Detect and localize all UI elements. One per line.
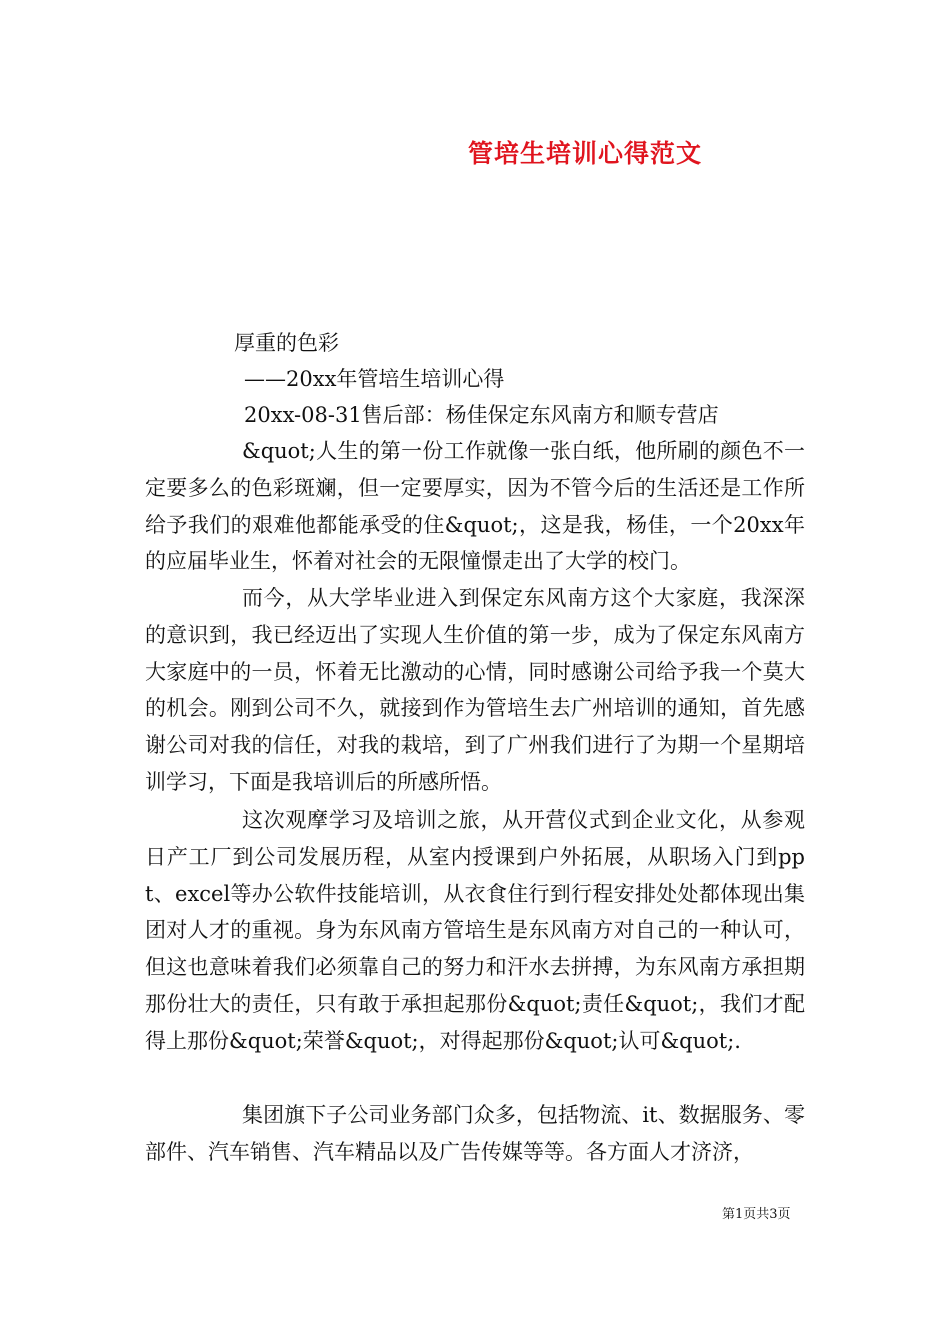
paragraph-2: 而今，从大学毕业进入到保定东风南方这个大家庭，我深深的意识到，我已经迈出了实现人生价值的第一步，成为了保定东风南方大家庭中的一员，怀着无比激动的心情，同时感谢公司给予我一个莫大的机会。刚到公司不久，就接到作为管培生去广州培训的通知，首先感谢公司对我的信任，对我的栽培，到了广州我们进行了为期一个星期培训学习，下面是我培训后的所感所悟。	[145, 586, 805, 794]
paragraph-3: 这次观摩学习及培训之旅，从开营仪式到企业文化，从参观日产工厂到公司发展历程，从室内授课到户外拓展，从职场入门到ppt、excel等办公软件技能培训，从衣食住行到行程安排处处都体现出集团对人才的重视。身为东风南方管培生是东风南方对自己的一种认可，但这也意味着我们必须靠自己的努力和汗水去拼搏，为东风南方承担期那份壮大的责任，只有敢于承担起那份&quot;责任&quot;，我们才配得上那份&quot;荣誉&quot;，对得起那份&quot;认可&quot;.	[145, 808, 805, 1053]
paragraph-4: 集团旗下子公司业务部门众多，包括物流、it、数据服务、零部件、汽车销售、汽车精品以及广告传媒等等。各方面人才济济，	[145, 1103, 805, 1164]
article-byline: 20xx-08-31售后部：杨佳保定东风南方和顺专营店	[244, 403, 719, 427]
article-heading: 厚重的色彩	[234, 331, 339, 355]
page-number: 第1页共3页	[722, 1207, 791, 1222]
article-subtitle: ——20xx年管培生培训心得	[244, 367, 505, 391]
paragraph-1: &quot;人生的第一份工作就像一张白纸，他所刷的颜色不一定要多么的色彩斑斓，但一定要厚实，因为不管今后的生活还是工作所给予我们的艰难他都能承受的住&quot;，这是我，杨佳，一个20xx年的应届毕业生，怀着对社会的无限憧憬走出了大学的校门。	[145, 439, 805, 574]
document-title: 管培生培训心得范文	[468, 139, 703, 168]
